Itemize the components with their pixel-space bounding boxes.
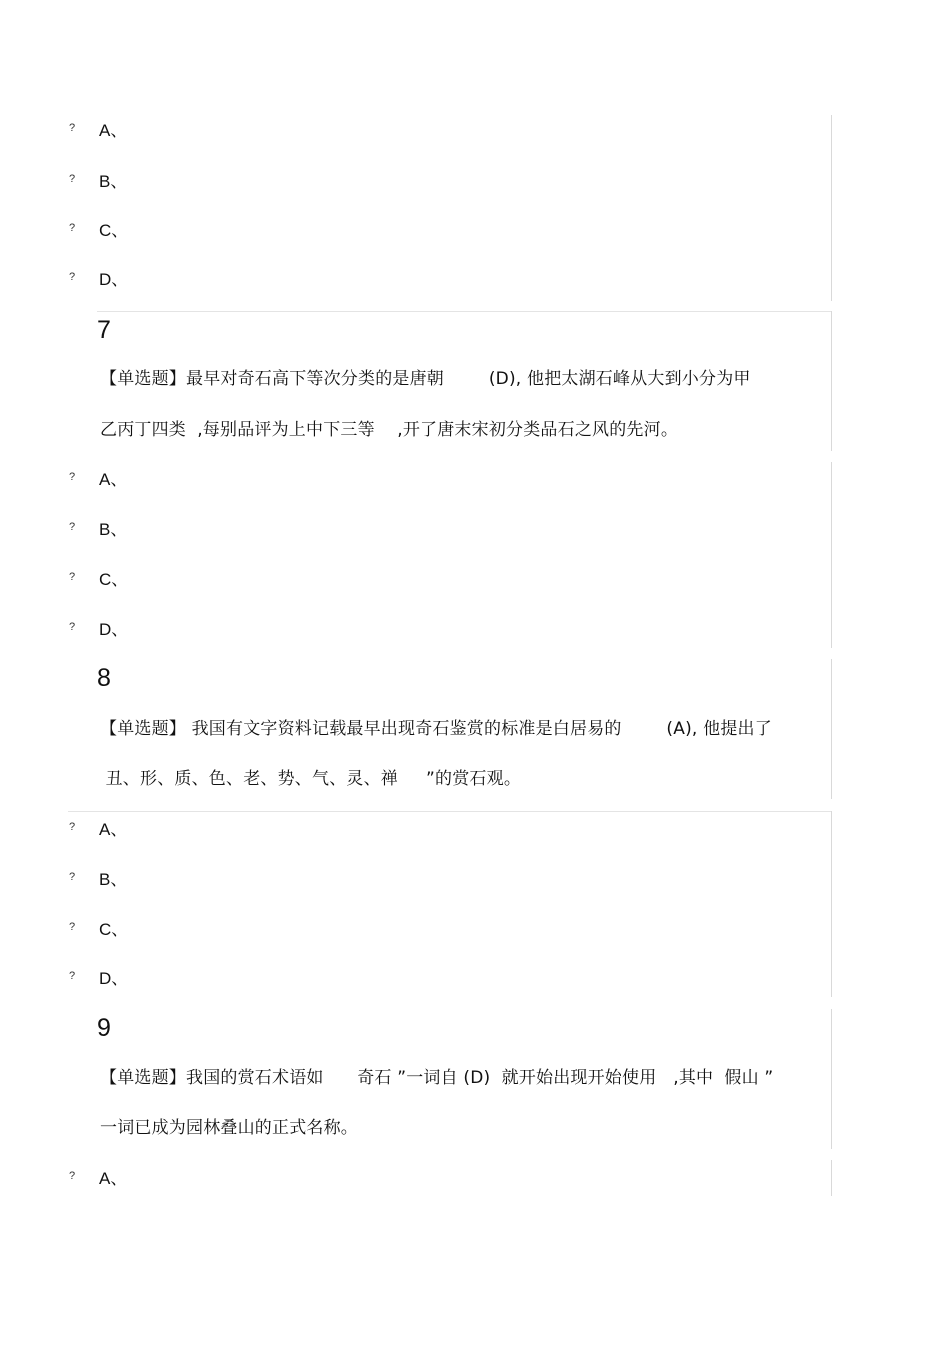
- option-label: A、: [99, 469, 128, 489]
- block-border: [831, 1009, 832, 1149]
- option-bullet: ?: [69, 173, 76, 185]
- option-bullet: ?: [69, 271, 76, 283]
- option-a[interactable]: [68, 115, 127, 141]
- option-bullet: ?: [69, 571, 76, 583]
- question-text-line2: 一词已成为园林叠山的正式名称。: [100, 1118, 358, 1138]
- block-border: [831, 1160, 832, 1196]
- option-bullet: ?: [69, 621, 76, 633]
- option-label: C、: [99, 220, 129, 240]
- option-d[interactable]: [68, 963, 128, 989]
- option-bullet: ?: [69, 970, 76, 982]
- option-label: D、: [99, 968, 129, 988]
- block-border: [831, 462, 832, 648]
- question-text-line2: 丑、形、质、色、老、势、气、灵、禅 ”的赏石观。: [100, 769, 522, 789]
- option-label: A、: [99, 819, 128, 839]
- option-label: A、: [99, 120, 128, 140]
- option-c[interactable]: [68, 564, 128, 590]
- option-bullet: ?: [69, 871, 76, 883]
- question-number: 8: [97, 664, 111, 692]
- option-bullet: ?: [69, 821, 76, 833]
- option-bullet: ?: [69, 521, 76, 533]
- option-label: C、: [99, 569, 129, 589]
- block-border: [831, 811, 832, 997]
- option-label: D、: [99, 619, 129, 639]
- option-a[interactable]: [68, 1163, 127, 1189]
- option-c[interactable]: [68, 914, 128, 940]
- option-b[interactable]: [68, 864, 127, 890]
- option-c[interactable]: [68, 215, 128, 241]
- block-border: [831, 659, 832, 799]
- option-label: B、: [99, 869, 128, 889]
- option-label: A、: [99, 1168, 128, 1188]
- option-d[interactable]: [68, 264, 128, 290]
- option-bullet: ?: [69, 471, 76, 483]
- question-number: 9: [97, 1014, 111, 1042]
- option-d[interactable]: [68, 614, 128, 640]
- question-text-line1: 【单选题】我国的赏石术语如 奇石 ”一词自 (D) 就开始出现开始使用 ,其中 假山 ”: [100, 1068, 774, 1088]
- option-bullet: ?: [69, 122, 76, 134]
- question-text-line1: 【单选题】最早对奇石高下等次分类的是唐朝 (D), 他把太湖石峰从大到小分为甲: [100, 369, 751, 389]
- option-bullet: ?: [69, 1170, 76, 1182]
- option-label: B、: [99, 519, 128, 539]
- option-label: D、: [99, 269, 129, 289]
- option-bullet: ?: [69, 921, 76, 933]
- option-b[interactable]: [68, 514, 127, 540]
- option-a[interactable]: [68, 814, 127, 840]
- option-label: B、: [99, 171, 128, 191]
- divider: [97, 311, 832, 312]
- option-b[interactable]: [68, 166, 127, 192]
- block-border: [831, 115, 832, 301]
- divider: [68, 811, 832, 812]
- question-text-line2: 乙丙丁四类 ,每别品评为上中下三等 ,开了唐末宋初分类品石之风的先河。: [100, 420, 679, 440]
- question-text-line1: 【单选题】 我国有文字资料记载最早出现奇石鉴赏的标准是白居易的 (A), 他提出了: [100, 719, 772, 739]
- question-number: 7: [97, 316, 111, 344]
- option-a[interactable]: [68, 464, 127, 490]
- option-bullet: ?: [69, 222, 76, 234]
- option-label: C、: [99, 919, 129, 939]
- block-border: [831, 311, 832, 451]
